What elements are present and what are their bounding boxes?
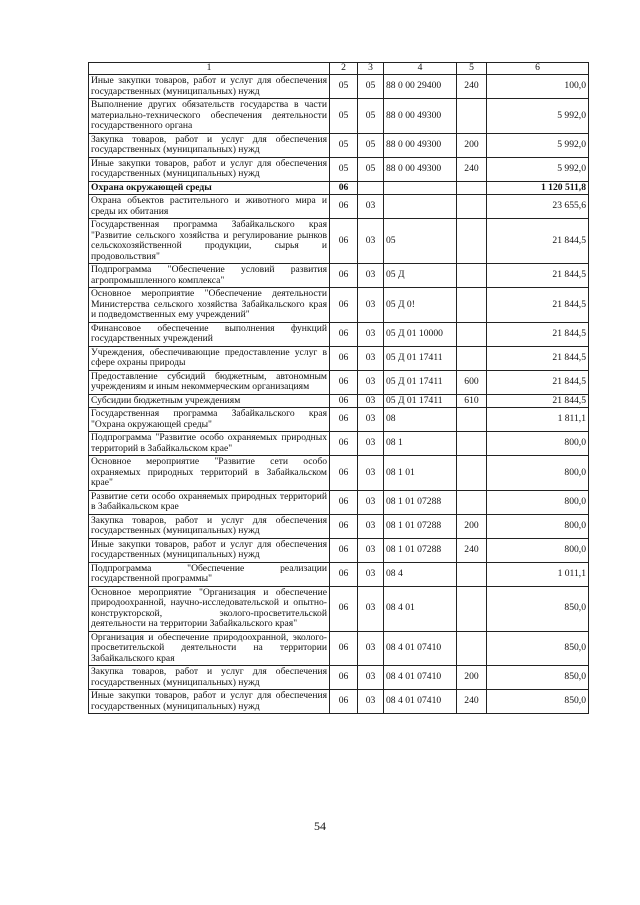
table-row bbox=[89, 195, 589, 219]
header-col-5: 5 bbox=[457, 63, 487, 75]
header-col-3: 3 bbox=[358, 63, 384, 75]
row-subsection: 03 bbox=[358, 432, 384, 456]
header-col-6: 6 bbox=[487, 63, 589, 75]
row-amount: 850,0 bbox=[487, 666, 589, 690]
row-name: Организация и обеспечение природоохранной, эколого-просветительской деятельности на территории Забайкальского края bbox=[89, 631, 330, 666]
row-name: Закупка товаров, работ и услуг для обеспечения государственных (муниципальных) нужд bbox=[89, 133, 330, 157]
table-row bbox=[89, 157, 589, 181]
row-subsection: 05 bbox=[358, 157, 384, 181]
row-target-article: 08 4 01 07410 bbox=[384, 666, 457, 690]
row-expense-type: 240 bbox=[457, 690, 487, 714]
row-name: Основное мероприятие "Обеспечение деятельности Министерства сельского хозяйства Забайкальского края и подведомственных ему учреждений" bbox=[89, 288, 330, 323]
row-name: Подпрограмма "Обеспечение реализации государственной программы" bbox=[89, 562, 330, 586]
row-section: 06 bbox=[330, 666, 358, 690]
row-amount: 21 844,5 bbox=[487, 346, 589, 370]
row-amount: 21 844,5 bbox=[487, 264, 589, 288]
row-subsection: 03 bbox=[358, 195, 384, 219]
row-expense-type bbox=[457, 264, 487, 288]
row-expense-type: 610 bbox=[457, 394, 487, 408]
row-amount: 800,0 bbox=[487, 432, 589, 456]
row-subsection: 03 bbox=[358, 490, 384, 514]
row-target-article bbox=[384, 195, 457, 219]
row-target-article: 08 1 bbox=[384, 432, 457, 456]
row-expense-type: 240 bbox=[457, 75, 487, 99]
row-name: Охрана окружающей среды bbox=[89, 181, 330, 195]
row-amount: 800,0 bbox=[487, 456, 589, 491]
row-section: 06 bbox=[330, 586, 358, 631]
row-name: Развитие сети особо охраняемых природных территорий в Забайкальском крае bbox=[89, 490, 330, 514]
row-section: 06 bbox=[330, 370, 358, 394]
table-row bbox=[89, 490, 589, 514]
row-name: Финансовое обеспечение выполнения функций государственных учреждений bbox=[89, 322, 330, 346]
page-number: 54 bbox=[314, 819, 326, 833]
table-row bbox=[89, 219, 589, 264]
row-name: Закупка товаров, работ и услуг для обеспечения государственных (муниципальных) нужд bbox=[89, 514, 330, 538]
row-name: Иные закупки товаров, работ и услуг для обеспечения государственных (муниципальных) нужд bbox=[89, 538, 330, 562]
table-row bbox=[89, 75, 589, 99]
row-target-article: 08 1 01 07288 bbox=[384, 490, 457, 514]
row-subsection: 05 bbox=[358, 99, 384, 134]
table-row bbox=[89, 631, 589, 666]
row-expense-type: 240 bbox=[457, 538, 487, 562]
row-name: Иные закупки товаров, работ и услуг для обеспечения государственных (муниципальных) нужд bbox=[89, 157, 330, 181]
row-section: 06 bbox=[330, 456, 358, 491]
row-expense-type bbox=[457, 288, 487, 323]
row-amount: 21 844,5 bbox=[487, 394, 589, 408]
row-expense-type bbox=[457, 181, 487, 195]
row-name: Подпрограмма "Развитие особо охраняемых природных территорий в Забайкальском крае" bbox=[89, 432, 330, 456]
table-row bbox=[89, 690, 589, 714]
row-expense-type bbox=[457, 408, 487, 432]
row-subsection: 03 bbox=[358, 322, 384, 346]
row-subsection: 03 bbox=[358, 288, 384, 323]
row-target-article bbox=[384, 181, 457, 195]
row-subsection: 05 bbox=[358, 75, 384, 99]
table-row bbox=[89, 346, 589, 370]
row-section: 06 bbox=[330, 288, 358, 323]
row-target-article: 08 4 01 07410 bbox=[384, 631, 457, 666]
row-expense-type bbox=[457, 432, 487, 456]
row-name: Иные закупки товаров, работ и услуг для обеспечения государственных (муниципальных) нужд bbox=[89, 75, 330, 99]
row-subsection: 03 bbox=[358, 586, 384, 631]
row-name: Подпрограмма "Обеспечение условий развития агропромышленного комплекса" bbox=[89, 264, 330, 288]
row-name: Предоставление субсидий бюджетным, автономным учреждениям и иным некоммерческим организациям bbox=[89, 370, 330, 394]
table-row bbox=[89, 288, 589, 323]
row-subsection: 03 bbox=[358, 456, 384, 491]
row-expense-type bbox=[457, 586, 487, 631]
table-row bbox=[89, 432, 589, 456]
row-subsection: 03 bbox=[358, 394, 384, 408]
row-name: Учреждения, обеспечивающие предоставление услуг в сфере охраны природы bbox=[89, 346, 330, 370]
row-expense-type bbox=[457, 346, 487, 370]
row-target-article: 08 1 01 07288 bbox=[384, 538, 457, 562]
row-amount: 800,0 bbox=[487, 490, 589, 514]
table-row bbox=[89, 133, 589, 157]
row-section: 06 bbox=[330, 514, 358, 538]
row-section: 06 bbox=[330, 631, 358, 666]
row-expense-type: 240 bbox=[457, 157, 487, 181]
table-row bbox=[89, 538, 589, 562]
row-amount: 1 011,1 bbox=[487, 562, 589, 586]
row-section: 06 bbox=[330, 181, 358, 195]
row-amount: 21 844,5 bbox=[487, 370, 589, 394]
row-expense-type bbox=[457, 456, 487, 491]
header-col-1: 1 bbox=[89, 63, 330, 75]
row-expense-type bbox=[457, 195, 487, 219]
row-subsection: 03 bbox=[358, 264, 384, 288]
row-amount: 21 844,5 bbox=[487, 288, 589, 323]
row-section: 06 bbox=[330, 408, 358, 432]
row-target-article: 08 4 01 bbox=[384, 586, 457, 631]
row-name: Основное мероприятие "Организация и обеспечение природоохранной, научно-исследовательской и опытно-конструкторской, эколого-просветительской деятельности на территории Забайкальского края" bbox=[89, 586, 330, 631]
row-amount: 5 992,0 bbox=[487, 99, 589, 134]
row-subsection: 03 bbox=[358, 666, 384, 690]
row-section: 06 bbox=[330, 394, 358, 408]
row-target-article: 88 0 00 49300 bbox=[384, 157, 457, 181]
row-amount: 5 992,0 bbox=[487, 133, 589, 157]
table-row bbox=[89, 264, 589, 288]
table-row bbox=[89, 456, 589, 491]
row-subsection: 03 bbox=[358, 219, 384, 264]
row-section: 06 bbox=[330, 538, 358, 562]
table-row bbox=[89, 666, 589, 690]
row-name: Государственная программа Забайкальского края "Развитие сельского хозяйства и регулирование рынков сельскохозяйственной продукции, сырья и продовольствия" bbox=[89, 219, 330, 264]
header-col-4: 4 bbox=[384, 63, 457, 75]
row-amount: 1 811,1 bbox=[487, 408, 589, 432]
row-target-article: 05 Д 01 17411 bbox=[384, 346, 457, 370]
table-row bbox=[89, 394, 589, 408]
table-row bbox=[89, 514, 589, 538]
row-subsection: 03 bbox=[358, 631, 384, 666]
row-section: 06 bbox=[330, 562, 358, 586]
row-name: Государственная программа Забайкальского края "Охрана окружающей среды" bbox=[89, 408, 330, 432]
row-target-article: 08 4 01 07410 bbox=[384, 690, 457, 714]
row-amount: 5 992,0 bbox=[487, 157, 589, 181]
row-name: Субсидии бюджетным учреждениям bbox=[89, 394, 330, 408]
row-target-article: 88 0 00 29400 bbox=[384, 75, 457, 99]
row-section: 06 bbox=[330, 690, 358, 714]
row-section: 05 bbox=[330, 99, 358, 134]
row-amount: 100,0 bbox=[487, 75, 589, 99]
row-subsection: 03 bbox=[358, 538, 384, 562]
row-name: Закупка товаров, работ и услуг для обеспечения государственных (муниципальных) нужд bbox=[89, 666, 330, 690]
row-amount: 850,0 bbox=[487, 586, 589, 631]
row-target-article: 05 Д 01 17411 bbox=[384, 394, 457, 408]
row-subsection: 03 bbox=[358, 514, 384, 538]
row-target-article: 05 Д 0! bbox=[384, 288, 457, 323]
row-section: 06 bbox=[330, 219, 358, 264]
row-expense-type: 200 bbox=[457, 666, 487, 690]
row-amount: 800,0 bbox=[487, 514, 589, 538]
row-section: 05 bbox=[330, 133, 358, 157]
row-target-article: 88 0 00 49300 bbox=[384, 99, 457, 134]
row-name: Основное мероприятие "Развитие сети особо охраняемых природных территорий в Забайкальском крае" bbox=[89, 456, 330, 491]
row-section: 05 bbox=[330, 157, 358, 181]
row-expense-type: 600 bbox=[457, 370, 487, 394]
table-row bbox=[89, 408, 589, 432]
table-header-row bbox=[89, 63, 589, 75]
row-subsection: 03 bbox=[358, 346, 384, 370]
row-target-article: 05 bbox=[384, 219, 457, 264]
table-row bbox=[89, 99, 589, 134]
row-amount: 21 844,5 bbox=[487, 219, 589, 264]
row-expense-type bbox=[457, 219, 487, 264]
row-amount: 850,0 bbox=[487, 631, 589, 666]
header-col-2: 2 bbox=[330, 63, 358, 75]
row-target-article: 05 Д 01 10000 bbox=[384, 322, 457, 346]
table-body bbox=[89, 75, 589, 714]
row-subsection: 03 bbox=[358, 370, 384, 394]
row-target-article: 08 bbox=[384, 408, 457, 432]
row-name: Выполнение других обязательств государства в части материально-технического обеспечения деятельности государственного органа bbox=[89, 99, 330, 134]
row-expense-type: 200 bbox=[457, 514, 487, 538]
row-amount: 21 844,5 bbox=[487, 322, 589, 346]
row-subsection: 03 bbox=[358, 690, 384, 714]
row-name: Охрана объектов растительного и животного мира и среды их обитания bbox=[89, 195, 330, 219]
row-section: 06 bbox=[330, 264, 358, 288]
table-row bbox=[89, 322, 589, 346]
row-amount: 23 655,6 bbox=[487, 195, 589, 219]
row-subsection bbox=[358, 181, 384, 195]
row-section: 06 bbox=[330, 490, 358, 514]
row-section: 06 bbox=[330, 322, 358, 346]
table-row bbox=[89, 586, 589, 631]
row-expense-type bbox=[457, 322, 487, 346]
row-target-article: 08 4 bbox=[384, 562, 457, 586]
row-expense-type: 200 bbox=[457, 133, 487, 157]
row-target-article: 05 Д 01 17411 bbox=[384, 370, 457, 394]
row-amount: 1 120 511,8 bbox=[487, 181, 589, 195]
row-section: 06 bbox=[330, 346, 358, 370]
row-section: 06 bbox=[330, 195, 358, 219]
row-amount: 800,0 bbox=[487, 538, 589, 562]
row-expense-type bbox=[457, 562, 487, 586]
table-row bbox=[89, 181, 589, 195]
row-section: 06 bbox=[330, 432, 358, 456]
row-expense-type bbox=[457, 631, 487, 666]
row-section: 05 bbox=[330, 75, 358, 99]
row-name: Иные закупки товаров, работ и услуг для обеспечения государственных (муниципальных) нужд bbox=[89, 690, 330, 714]
row-amount: 850,0 bbox=[487, 690, 589, 714]
row-target-article: 88 0 00 49300 bbox=[384, 133, 457, 157]
row-expense-type bbox=[457, 99, 487, 134]
row-subsection: 03 bbox=[358, 562, 384, 586]
budget-table bbox=[88, 62, 589, 714]
row-subsection: 03 bbox=[358, 408, 384, 432]
table-row bbox=[89, 562, 589, 586]
table-row bbox=[89, 370, 589, 394]
row-subsection: 05 bbox=[358, 133, 384, 157]
row-target-article: 08 1 01 bbox=[384, 456, 457, 491]
row-target-article: 05 Д bbox=[384, 264, 457, 288]
row-expense-type bbox=[457, 490, 487, 514]
row-target-article: 08 1 01 07288 bbox=[384, 514, 457, 538]
